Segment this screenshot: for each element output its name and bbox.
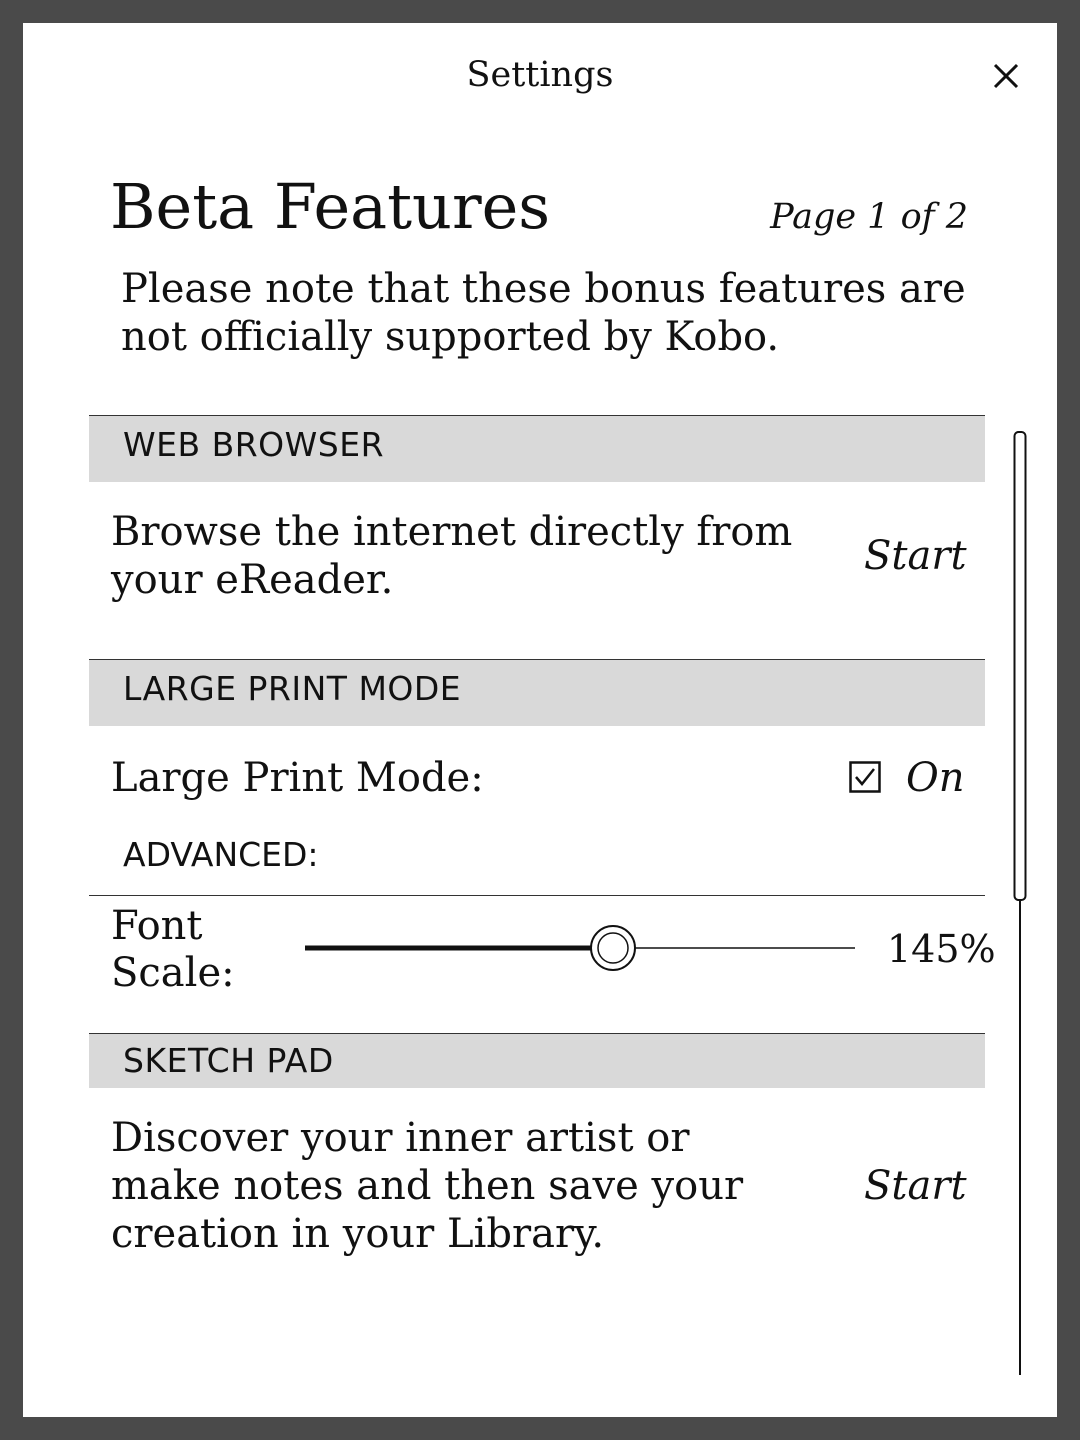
large-print-mode-label: Large Print Mode:	[111, 755, 484, 801]
sketch-pad-start-button[interactable]: Start	[864, 1163, 967, 1209]
slider-thumb	[591, 926, 635, 970]
scrollbar-thumb	[1015, 432, 1026, 900]
web-browser-start-button[interactable]: Start	[864, 533, 967, 579]
close-icon[interactable]	[985, 55, 1027, 97]
sketch-pad-description: Discover your inner artist or make notes and then save your creation in your Library.	[111, 1115, 744, 1257]
font-scale-slider[interactable]	[305, 923, 855, 973]
dialog-title: Settings	[466, 55, 614, 95]
settings-dialog	[23, 23, 1057, 1417]
font-scale-value: 145%	[887, 927, 996, 971]
large-print-state: On	[906, 755, 965, 801]
section-header-web-browser: WEB BROWSER	[89, 415, 985, 482]
intro-text: Please note that these bonus features are not officially supported by Kobo.	[121, 266, 966, 360]
section-header-sketch-pad: SKETCH PAD	[89, 1033, 985, 1088]
section-header-large-print: LARGE PRINT MODE	[89, 659, 985, 726]
web-browser-description: Browse the internet directly from your eReader.	[111, 509, 793, 603]
page-indicator: Page 1 of 2	[770, 197, 968, 237]
page-title: Beta Features	[110, 170, 551, 243]
divider	[89, 895, 985, 896]
scrollbar[interactable]	[1013, 431, 1027, 1375]
large-print-checkbox[interactable]	[849, 761, 881, 793]
advanced-label: ADVANCED:	[123, 835, 319, 874]
font-scale-label: Font Scale:	[111, 903, 235, 996]
